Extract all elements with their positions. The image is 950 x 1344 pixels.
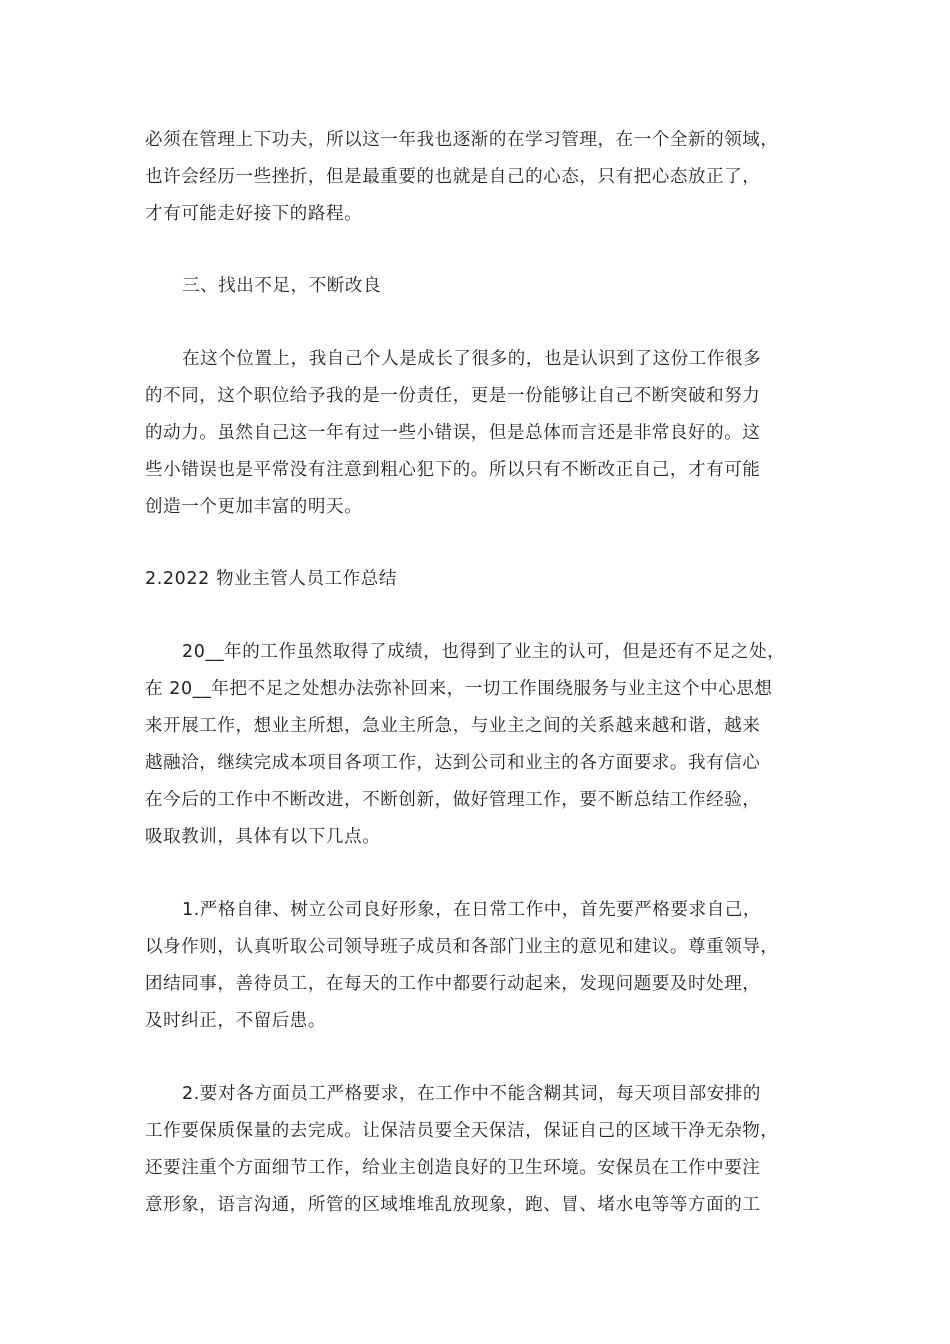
- section-heading: 2.2022 物业主管人员工作总结: [145, 569, 397, 589]
- paragraph-line: 团结同事，善待员工，在每天的工作中都要行动起来，发现问题要及时处理，: [145, 974, 761, 994]
- paragraph-line: 吸取教训，具体有以下几点。: [145, 827, 381, 847]
- paragraph-line: 才有可能走好接下的路程。: [145, 204, 363, 224]
- paragraph-line: 还要注重个方面细节工作，给业主创造良好的卫生环境。安保员在工作中要注: [145, 1158, 761, 1178]
- paragraph-line: 工作要保质保量的去完成。让保洁员要全天保洁，保证自己的区域干净无杂物，: [145, 1121, 779, 1141]
- paragraph-line: 1.严格自律、树立公司良好形象，在日常工作中，首先要严格要求自己，: [182, 900, 761, 920]
- paragraph-line: 越融洽，继续完成本项目各项工作，达到公司和业主的各方面要求。我有信心: [145, 753, 761, 773]
- paragraph-line: 及时纠正，不留后患。: [145, 1011, 326, 1031]
- paragraph-line: 的动力。虽然自己这一年有过一些小错误，但是总体而言还是非常良好的。这: [145, 423, 761, 443]
- paragraph-line: 20__年的工作虽然取得了成绩，也得到了业主的认可，但是还有不足之处，: [182, 642, 786, 662]
- paragraph-line: 些小错误也是平常没有注意到粗心犯下的。所以只有不断改正自己，才有可能: [145, 460, 761, 480]
- paragraph-line: 的不同，这个职位给予我的是一份责任，更是一份能够让自己不断突破和努力: [145, 386, 761, 406]
- paragraph-line: 创造一个更加丰富的明天。: [145, 497, 363, 517]
- paragraph-line: 以身作则，认真听取公司领导班子成员和各部门业主的意见和建议。尊重领导，: [145, 937, 779, 957]
- paragraph-line: 在这个位置上，我自己个人是成长了很多的，也是认识到了这份工作很多: [182, 349, 762, 369]
- paragraph-line: 必须在管理上下功夫，所以这一年我也逐渐的在学习管理，在一个全新的领域，: [145, 130, 779, 150]
- paragraph-line: 来开展工作，想业主所想，急业主所急，与业主之间的关系越来越和谐，越来: [145, 716, 761, 736]
- paragraph-line: 意形象，语言沟通，所管的区域堆堆乱放现象，跑、冒、堵水电等等方面的工: [145, 1195, 761, 1215]
- paragraph-line: 在今后的工作中不断改进，不断创新，做好管理工作，要不断总结工作经验，: [145, 790, 761, 810]
- paragraph-line: 也许会经历一些挫折，但是最重要的也就是自己的心态，只有把心态放正了，: [145, 167, 761, 187]
- section-heading: 三、找出不足，不断改良: [182, 276, 382, 296]
- paragraph-line: 在 20__年把不足之处想办法弥补回来，一切工作围绕服务与业主这个中心思想: [145, 679, 773, 699]
- paragraph-line: 2.要对各方面员工严格要求，在工作中不能含糊其词，每天项目部安排的: [182, 1084, 761, 1104]
